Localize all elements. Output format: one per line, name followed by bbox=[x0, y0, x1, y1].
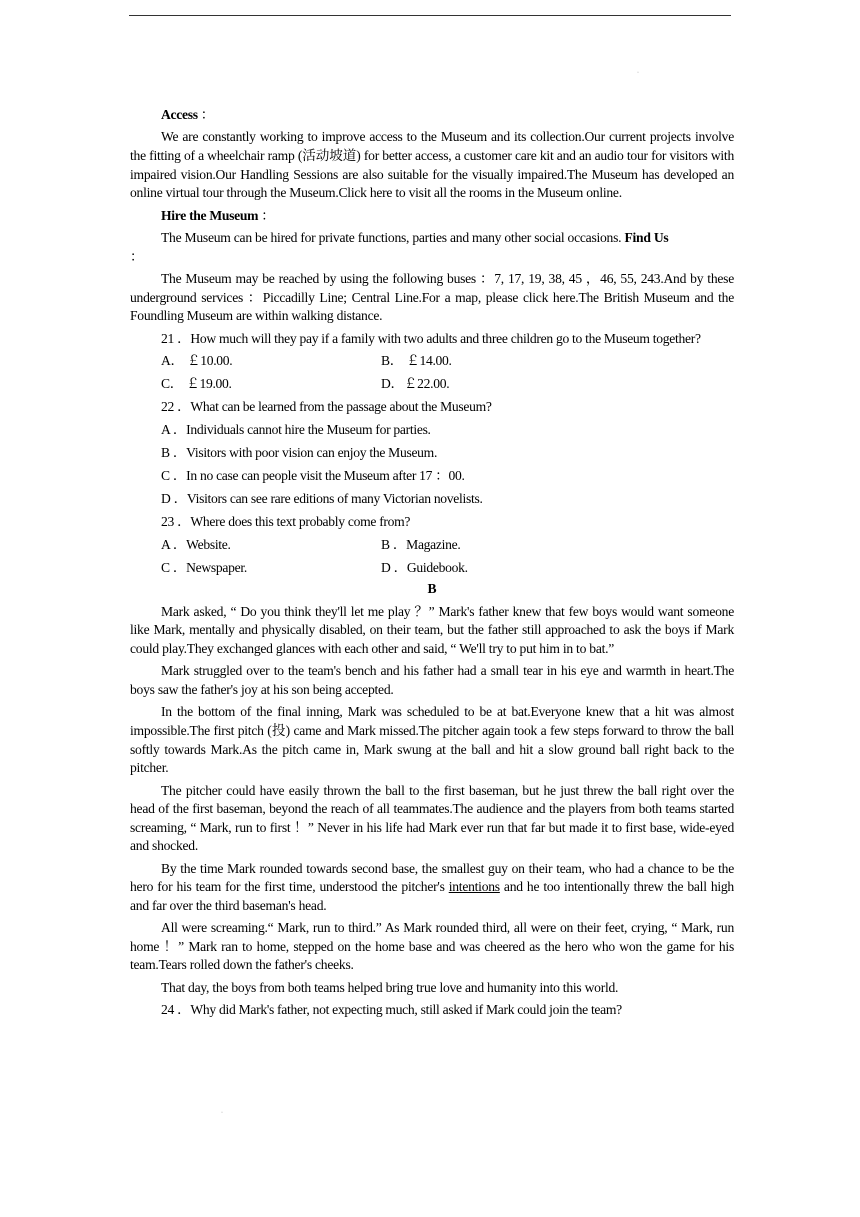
document-body bbox=[130, 106, 734, 1024]
story-paragraph-1: Mark asked, “ Do you think they'll let me play ？” Mark's father knew that few boys would want someone like Mark, mentally and physically disabled, on their team, but the father still approached to ask the boys if Mark could play.They exchanged glances with each other and said, “ We'll try to put him in to bat.” bbox=[130, 603, 734, 656]
scan-mark: · bbox=[221, 1110, 223, 1116]
option-a: A ．Website. bbox=[161, 536, 231, 552]
option-b: B． ￡14.00. bbox=[381, 352, 452, 368]
findus-paragraph: The Museum may be reached by using the following buses ：7, 17, 19, 38, 45 ，46, 55, 243.And by these underground services ：Piccadilly Line; Central Line.For a map, please click here.The British Museum and the Foundling Museum are within walking distance. bbox=[130, 270, 734, 324]
option-a: A ．Individuals cannot hire the Museum for parties. bbox=[161, 421, 431, 437]
question-23-options-row2 bbox=[130, 559, 734, 578]
findus-heading: Find Us bbox=[624, 229, 669, 245]
question-23: 23 ．Where does this text probably come from? bbox=[161, 514, 411, 530]
story-paragraph-5: By the time Mark rounded towards second base, the smallest guy on their team, who had a chance to be the hero for his team for the first time, understood the pitcher's intentions and he too intentionally threw the ball high and far over the third baseman's head. bbox=[130, 860, 734, 913]
story-paragraph-6: All were screaming.“ Mark, run to third.” As Mark rounded third, all were on their feet, crying, “ Mark, run home ！” Mark ran to home, stepped on the home base and was cheered as the hero who won the game for his team.Tears rolled down the father's cheeks. bbox=[130, 920, 734, 973]
question-24: 24 ．Why did Mark's father, not expecting much, still asked if Mark could join the team? bbox=[161, 1002, 622, 1018]
question-21: 21 ．How much will they pay if a family with two adults and three children go to the Museum together? bbox=[161, 330, 701, 346]
section-b-title: B bbox=[427, 581, 437, 597]
option-c: C． ￡19.00. bbox=[161, 376, 232, 392]
access-paragraph: We are constantly working to improve access to the Museum and its collection.Our current projects involve the fitting of a wheelchair ramp (活动坡道) for better access, a customer care kit and an audio tour for visitors with impaired vision.Our Handling Sessions are also suitable for the visually impaired.The Museum has developed an online virtual tour through the Museum.Click here to visit all the rooms in the Museum online. bbox=[130, 129, 734, 201]
option-c: C ．In no case can people visit the Museum after 17 ：00. bbox=[161, 468, 465, 484]
story-paragraph-2: Mark struggled over to the team's bench and his father had a small tear in his eye and warmth in heart.The boys saw the father's joy at his son being accepted. bbox=[130, 663, 734, 697]
option-b: B ．Magazine. bbox=[381, 536, 461, 552]
underlined-word: intentions bbox=[448, 879, 500, 895]
option-d: D ．Visitors can see rare editions of many Victorian novelists. bbox=[161, 491, 483, 507]
question-22: 22 ．What can be learned from the passage about the Museum? bbox=[161, 399, 492, 415]
option-d: D．￡22.00. bbox=[381, 376, 450, 392]
story-paragraph-4: The pitcher could have easily thrown the ball to the first baseman, but he just threw the ball right over the head of the first baseman, beyond the reach of all teammates.The audience and the players from both teams started screaming, “ Mark, run to first ！” Never in his life had Mark ever run that far but made it to first base, wide-eyed and shocked. bbox=[130, 782, 734, 854]
question-21-options-row2 bbox=[130, 375, 734, 394]
option-b: B ．Visitors with poor vision can enjoy the Museum. bbox=[161, 444, 438, 460]
story-paragraph-7: That day, the boys from both teams helped bring true love and humanity into this world. bbox=[161, 979, 619, 995]
option-a: A． ￡10.00. bbox=[161, 352, 233, 368]
question-21-options-row1 bbox=[130, 352, 734, 371]
hire-paragraph: The Museum can be hired for private functions, parties and many other social occasions. Find Us ： bbox=[130, 229, 669, 264]
question-23-options-row1 bbox=[130, 536, 734, 555]
header-rule bbox=[129, 15, 731, 16]
scan-mark: · bbox=[637, 70, 639, 76]
option-d: D ．Guidebook. bbox=[381, 560, 468, 575]
access-heading: Access ： bbox=[161, 107, 215, 122]
story-paragraph-3: In the bottom of the final inning, Mark was scheduled to be at bat.Everyone knew that a hit was almost impossible.The first pitch (投) came and Mark missed.The pitcher again took a few steps forward to throw the ball softly towards Mark.As the pitch came in, Mark swung at the ball and hit a slow ground ball right back to the pitcher. bbox=[130, 704, 734, 776]
hire-heading: Hire the Museum ： bbox=[161, 207, 275, 223]
option-c: C ．Newspaper. bbox=[161, 560, 247, 575]
